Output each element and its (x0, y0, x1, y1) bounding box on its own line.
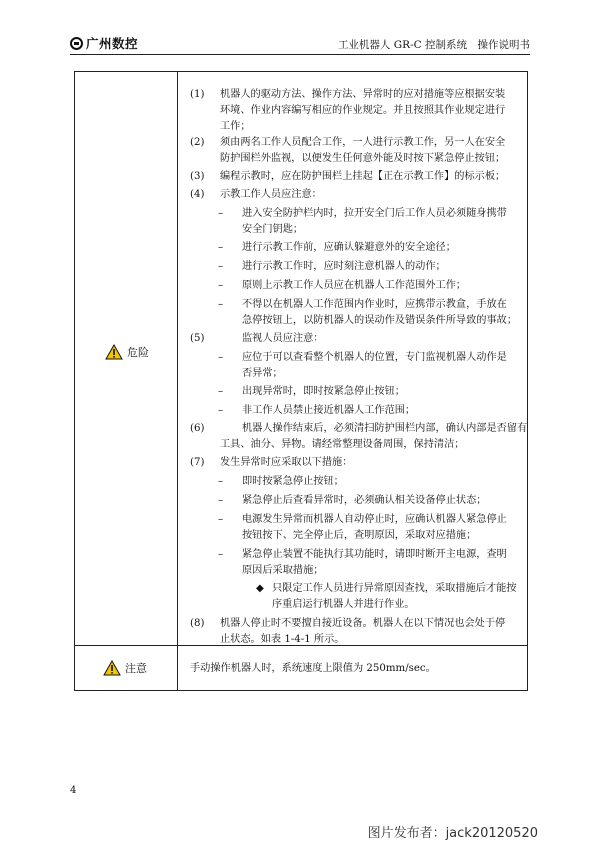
line-text: 机器人操作结束后，必须清扫防护围栏内部，确认内部是否留有 (242, 423, 528, 434)
caution-text: 注意 (125, 662, 147, 675)
dash-marker: – (218, 514, 224, 525)
line-text: 止状态。如表 1-4-1 所示。 (220, 634, 345, 645)
line-text: 编程示教时，应在防护围栏上挂起【正在示教工作】的标示板； (220, 171, 506, 182)
line-text: 环境、作业内容编写相应的作业规定。并且按照其作业规定进行 (220, 105, 506, 116)
item-number: (6) (190, 423, 205, 434)
item-number: (5) (190, 333, 205, 344)
line-text: 进行示教工作前，应确认躲避意外的安全途径； (242, 242, 456, 253)
line-text: 不得以在机器人工作范围内作业时，应携带示教盒，手放在 (242, 299, 507, 310)
logo (70, 34, 138, 52)
line-text: 须由两名工作人员配合工作，一人进行示教工作，另一人在安全 (220, 137, 506, 148)
line-text: 进行示教工作时，应时刻注意机器人的动作； (242, 261, 446, 272)
item-number: (1) (190, 89, 205, 100)
item-number: (7) (190, 457, 205, 468)
line-text: 急停按钮上，以防机器人的误动作及错误条件所导致的事故； (242, 315, 518, 326)
line-text: 原则上示教工作人员应在机器人工作范围外工作； (242, 280, 467, 291)
line-text: 防护围栏外监视，以便发生任何意外能及时按下紧急停止按钮； (220, 153, 506, 164)
line-text: 序重启运行机器人并进行作业。 (272, 599, 415, 610)
line-text: 工作； (220, 121, 251, 132)
dash-marker: – (218, 352, 224, 363)
column-divider (177, 72, 178, 690)
item-number: (2) (190, 137, 205, 148)
danger-label (105, 344, 149, 360)
line-text: 工具、油分、异物。请经常整理设备周围，保持清洁； (220, 439, 465, 450)
dash-marker: – (218, 242, 224, 253)
line-text: 非工作人员禁止接近机器人工作范围； (242, 405, 416, 416)
dash-marker: – (218, 299, 224, 310)
dash-marker: – (218, 495, 224, 506)
item-number: (8) (190, 618, 205, 629)
caution-note: 手动操作机器人时，系统速度上限值为 250mm/sec。 (190, 663, 436, 674)
line-text: 电源发生异常而机器人自动停止时，应确认机器人紧急停止 (242, 514, 507, 525)
page-number: 4 (70, 785, 77, 796)
line-text: 发生异常时应采取以下措施： (220, 457, 353, 468)
line-text: 原因后采取措施； (242, 565, 324, 576)
line-text: 按钮按下、完全停止后，查明原因，采取对应措施； (242, 530, 477, 541)
dash-marker: – (218, 280, 224, 291)
line-text: 进入安全防护栏内时，拉开安全门后工作人员必须随身携带 (242, 208, 507, 219)
line-text: 出现异常时，即时按紧急停止按钮； (242, 386, 405, 397)
line-text: 监视人员应注意： (242, 333, 324, 344)
dash-marker: – (218, 208, 224, 219)
logo-text: 广州数控 (86, 36, 139, 51)
dash-marker: – (218, 405, 224, 416)
line-text: 即时按紧急停止按钮； (242, 476, 344, 487)
caution-label (103, 660, 147, 676)
line-text: 紧急停止装置不能执行其功能时，请即时断开主电源，查明 (242, 549, 507, 560)
danger-text: 危险 (127, 346, 149, 359)
warning-icon (103, 660, 121, 676)
line-text: 只限定工作人员进行异常原因查找，采取措施后才能按 (272, 583, 517, 594)
line-text: 安全门钥匙； (242, 224, 304, 235)
line-text: 示教工作人员应注意： (220, 189, 322, 200)
diamond-bullet: ◆ (256, 583, 264, 594)
line-text: 机器人的驱动方法、操作方法、异常时的应对措施等应根据安装 (220, 89, 506, 100)
line-text: 紧急停止后查看异常时，必须确认相关设备停止状态； (242, 495, 487, 506)
dash-marker: – (218, 476, 224, 487)
dash-marker: – (218, 549, 224, 560)
line-text: 机器人停止时不要擅自接近设备。机器人在以下情况也会处于停 (220, 618, 506, 629)
warning-icon (105, 344, 123, 360)
line-text: 应位于可以查看整个机器人的位置，专门监视机器人动作是 (242, 352, 507, 363)
item-number: (3) (190, 171, 205, 182)
dash-marker: – (218, 261, 224, 272)
watermark: 图片发布者：jack20120520 (367, 826, 538, 841)
line-text: 否异常； (242, 368, 283, 379)
logo-icon (70, 37, 83, 50)
document-title: 工业机器人 GR-C 控制系统 操作说明书 (337, 39, 530, 51)
item-number: (4) (190, 189, 205, 200)
page-header (70, 32, 530, 55)
dash-marker: – (218, 386, 224, 397)
